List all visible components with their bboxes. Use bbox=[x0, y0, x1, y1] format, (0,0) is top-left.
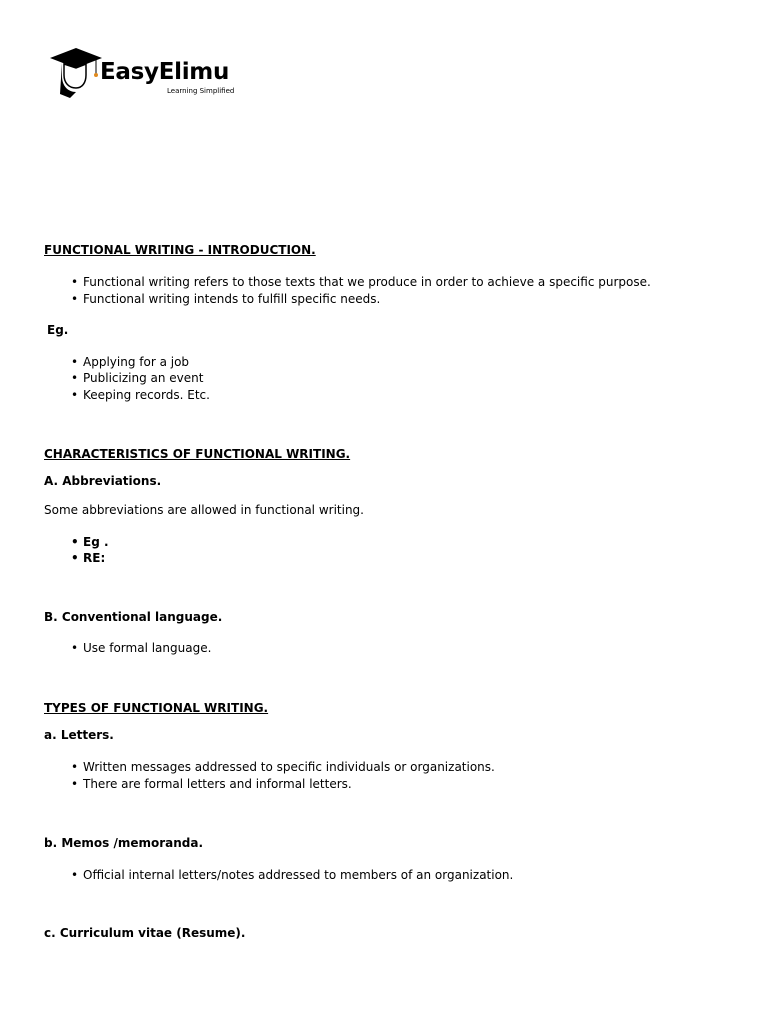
subheading-memos: b. Memos /memoranda. bbox=[44, 836, 204, 850]
subheading-letters: a. Letters. bbox=[44, 728, 114, 742]
subheading-conventional-language: B. Conventional language. bbox=[44, 610, 223, 624]
eg-label: Eg. bbox=[47, 323, 69, 337]
list-item: • Publicizing an event bbox=[83, 371, 203, 385]
list-item: • Functional writing intends to fulfill specific needs. bbox=[83, 292, 380, 306]
list-item: • Applying for a job bbox=[83, 355, 189, 369]
list-item: • Keeping records. Etc. bbox=[83, 388, 210, 402]
list-item: • Eg . bbox=[83, 535, 109, 549]
brand-tagline: Learning Simplified bbox=[167, 87, 235, 95]
subheading-curriculum-vitae: c. Curriculum vitae (Resume). bbox=[44, 926, 246, 940]
list-item: • Use formal language. bbox=[83, 641, 211, 655]
subheading-abbreviations: A. Abbreviations. bbox=[44, 474, 162, 488]
list-item: • Written messages addressed to specific individuals or organizations. bbox=[83, 760, 495, 774]
list-item: • There are formal letters and informal letters. bbox=[83, 777, 352, 791]
list-item: • Functional writing refers to those texts that we produce in order to achieve a specific purpose. bbox=[83, 275, 651, 289]
list-item: • RE: bbox=[83, 551, 105, 565]
list-item: • Official internal letters/notes addressed to members of an organization. bbox=[83, 868, 513, 882]
easyelimu-logo bbox=[50, 44, 250, 100]
heading-introduction: FUNCTIONAL WRITING - INTRODUCTION. bbox=[44, 243, 316, 257]
paragraph-abbreviations: Some abbreviations are allowed in functional writing. bbox=[44, 503, 364, 517]
brand-name: EasyElimu bbox=[100, 59, 230, 85]
heading-types: TYPES OF FUNCTIONAL WRITING. bbox=[44, 701, 269, 715]
heading-characteristics: CHARACTERISTICS OF FUNCTIONAL WRITING. bbox=[44, 447, 351, 461]
